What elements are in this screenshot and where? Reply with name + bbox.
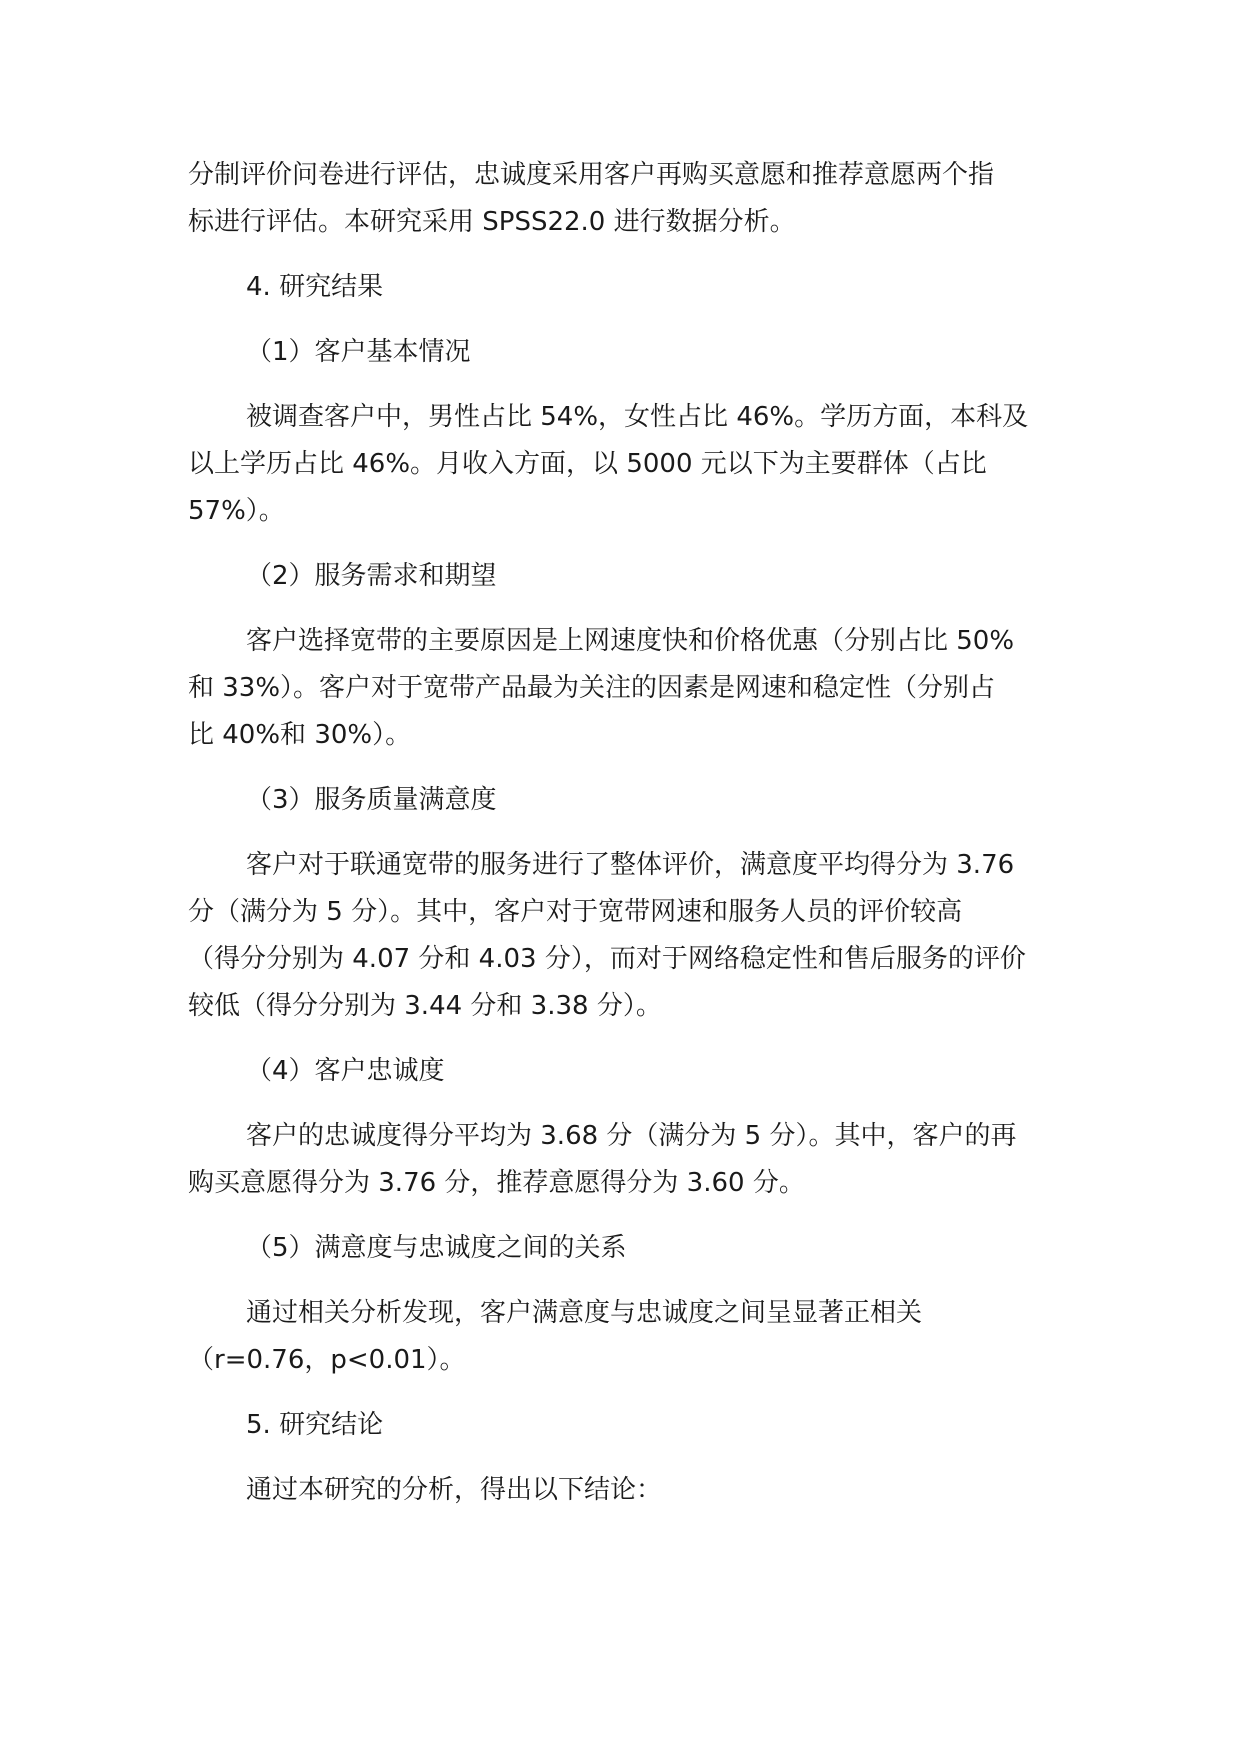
text-line: 分制评价问卷进行评估，忠诚度采用客户再购买意愿和推荐意愿两个指 <box>188 160 995 190</box>
text-line: 通过相关分析发现，客户满意度与忠诚度之间呈显著正相关 <box>246 1298 923 1328</box>
subheading-text: （4）客户忠诚度 <box>246 1056 445 1086</box>
paragraph-conclusions-intro <box>188 1467 1058 1514</box>
subheading-service-needs <box>188 553 1058 600</box>
subheading-text: （2）服务需求和期望 <box>246 561 497 591</box>
subheading-service-satisfaction <box>188 777 1058 824</box>
text-line: 标进行评估。本研究采用 SPSS22.0 进行数据分析。 <box>188 207 796 237</box>
text-line: 和 33%）。客户对于宽带产品最为关注的因素是网速和稳定性（分别占 <box>188 673 996 703</box>
subheading-text: （3）服务质量满意度 <box>246 785 497 815</box>
text-line: 以上学历占比 46%。月收入方面，以 5000 元以下为主要群体（占比 <box>188 449 987 479</box>
subheading-text: （1）客户基本情况 <box>246 337 471 367</box>
heading-text: 4. 研究结果 <box>246 272 384 302</box>
text-line: 分（满分为 5 分）。其中，客户对于宽带网速和服务人员的评价较高 <box>188 897 963 927</box>
subheading-customer-loyalty <box>188 1048 1058 1095</box>
paragraph-customer-basics <box>188 394 1058 535</box>
paragraph-service-satisfaction <box>188 842 1058 1030</box>
text-line: 被调查客户中，男性占比 54%，女性占比 46%。学历方面，本科及 <box>246 402 1029 432</box>
paragraph-correlation <box>188 1290 1058 1384</box>
text-line: 客户的忠诚度得分平均为 3.68 分（满分为 5 分）。其中，客户的再 <box>246 1121 1017 1151</box>
subheading-satisfaction-loyalty-relation <box>188 1225 1058 1272</box>
paragraph-method-continuation <box>188 152 1058 246</box>
subheading-customer-basics <box>188 329 1058 376</box>
section-heading-conclusions <box>188 1402 1058 1449</box>
text-line: 57%）。 <box>188 496 285 526</box>
text-line: 客户对于联通宽带的服务进行了整体评价，满意度平均得分为 3.76 <box>246 850 1015 880</box>
text-line: 客户选择宽带的主要原因是上网速度快和价格优惠（分别占比 50% <box>246 626 1015 656</box>
heading-text: 5. 研究结论 <box>246 1410 384 1440</box>
section-heading-results <box>188 264 1058 311</box>
subheading-text: （5）满意度与忠诚度之间的关系 <box>246 1233 627 1263</box>
text-line: 购买意愿得分为 3.76 分，推荐意愿得分为 3.60 分。 <box>188 1168 805 1198</box>
text-line: （r=0.76，p<0.01）。 <box>188 1345 466 1375</box>
text-line: 比 40%和 30%）。 <box>188 720 412 750</box>
document-body <box>188 152 1058 1532</box>
text-line: 较低（得分分别为 3.44 分和 3.38 分）。 <box>188 991 662 1021</box>
text-line: 通过本研究的分析，得出以下结论： <box>246 1475 663 1505</box>
text-line: （得分分别为 4.07 分和 4.03 分），而对于网络稳定性和售后服务的评价 <box>188 944 1026 974</box>
paragraph-service-needs <box>188 618 1058 759</box>
paragraph-customer-loyalty <box>188 1113 1058 1207</box>
